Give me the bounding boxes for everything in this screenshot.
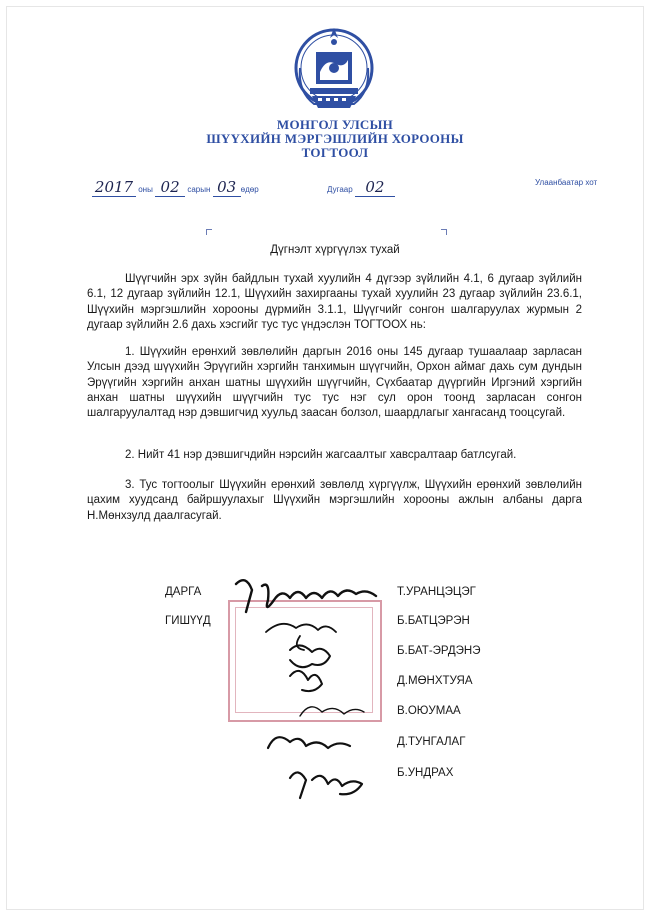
date-month-suffix: сарын [187, 185, 211, 194]
date-year-suffix: оны [138, 185, 153, 194]
header-line-3: ТОГТООЛ [301, 145, 369, 160]
number-label: Дугаар [327, 185, 353, 194]
date-month: 02 [160, 178, 180, 196]
paragraph-preamble [87, 272, 582, 333]
city: Улаанбаатар хот [535, 178, 598, 187]
official-stamp [228, 600, 382, 722]
paragraph-text: 3. Тус тогтоолыг Шүүхийн ерөнхий зөвлөлд хүргүүлж, Шүүхийн ерөнхий зөвлөлийн цахим хуудсанд байршуулахыг Шүүхийн мэргэшлийн хорооны ажлын албаны дарга Н.Мөнхзулд даалгасугай. [87, 479, 582, 522]
state-emblem-icon [292, 22, 376, 114]
stamp-inner-frame [235, 607, 373, 713]
number-value: 02 [365, 178, 385, 196]
paragraph-2 [87, 448, 582, 463]
chair-title: ДАРГА [165, 586, 202, 598]
signatory-name: Б.БАТЦЭРЭН [397, 615, 470, 627]
signatory-name: Д.МӨНХТУЯА [397, 675, 473, 687]
paragraph-text: 1. Шүүхийн ерөнхий зөвлөлийн даргын 2016 оны 145 дугаар тушаалаар зарласан Улсын дээд шүүхийн Эрүүгийн хэргийн танхимын шүүгчийн, Орхон аймаг дахь сум дундын Эрүүгийн хэргийн анхан шатны шүүхийн шүүгчийн, Сүхбаатар дүүргийн Иргэний хэргийн анхан шатны шүүхийн шүүгчийн тус тус нэг сул орон тоонд зарласан сонгон шалгаруулалтад нэр дэвшигчид хуульд заасан болзол, шаардлагыг хангасанд тооцсугай. [87, 346, 582, 420]
members-title: ГИШҮҮД [165, 615, 211, 627]
header-line-1: МОНГОЛ УЛСЫН [276, 117, 394, 132]
date-day-suffix: өдөр [240, 185, 259, 194]
signatory-name: Д.ТУНГАЛАГ [397, 736, 466, 748]
date-year: 2017 [94, 178, 134, 196]
corner-mark-right [441, 229, 447, 235]
paragraph-3 [87, 478, 582, 524]
signatory-name: В.ОЮУМАА [397, 705, 461, 717]
paragraph-1 [87, 345, 582, 421]
signatory-name: Б.БАТ-ЭРДЭНЭ [397, 645, 481, 657]
header-line-2: ШҮҮХИЙН МЭРГЭШЛИЙН ХОРООНЫ [206, 131, 464, 146]
document-number [327, 178, 395, 197]
signatory-name: Б.УНДРАХ [397, 767, 454, 779]
paragraph-text: 2. Нийт 41 нэр дэвшигчдийн нэрсийн жагсаалтыг хавсралтаар батлсугай. [125, 449, 517, 461]
corner-mark-left [206, 229, 212, 235]
paragraph-text: Шүүгчийн эрх зүйн байдлын тухай хуулийн 4 дүгээр зүйлийн 4.1, 6 дугаар зүйлийн 6.1, 12 дугаар зүйлийн 12.1, Шүүхийн захиргааны тухай хуулийн 23 дугаар зүйлийн 23.6.1, Шүүхийн мэргэшлийн хорооны дүрмийн 3.1.1, Шүүгчийг сонгон шалгаруулах журмын 2 дугаар зүйлийн 2.6 дахь хэсгийг тус тус үндэслэн ТОГТООХ нь: [87, 273, 582, 331]
date-line [92, 178, 259, 197]
signatory-name: Т.УРАНЦЭЦЭГ [397, 586, 476, 598]
date-day: 03 [217, 178, 237, 196]
document-subject: Дүгнэлт хүргүүлэх тухай [270, 244, 400, 256]
